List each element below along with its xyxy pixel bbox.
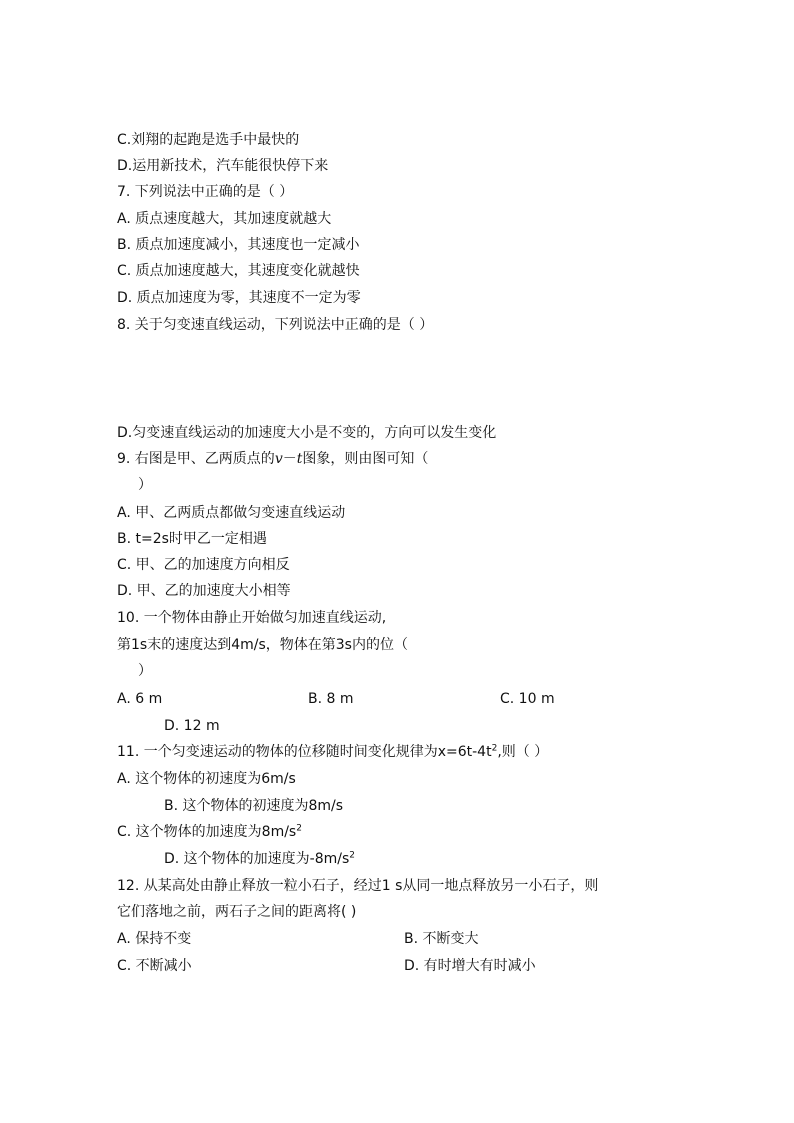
question-9 xyxy=(117,450,428,468)
question-11-text-b: ,则（ ） xyxy=(497,744,549,760)
question-9-minus: － xyxy=(282,451,297,467)
option-d-q11 xyxy=(164,850,355,868)
question-10-line1: 10. 一个物体由静止开始做匀加速直线运动, xyxy=(117,610,387,626)
option-b-q12: B. 不断变大 xyxy=(404,931,479,947)
question-9-paren: ） xyxy=(138,477,152,493)
option-a-q9: A. 甲、乙两质点都做匀变速直线运动 xyxy=(117,505,346,521)
option-c-q6: C.刘翔的起跑是选手中最快的 xyxy=(117,132,300,148)
option-d-q12: D. 有时增大有时减小 xyxy=(404,958,536,974)
option-c-q12: C. 不断减小 xyxy=(117,958,192,974)
question-11-text-a: 11. 一个匀变速运动的物体的位移随时间变化规律为x=6t-4t xyxy=(117,744,492,760)
option-a-q12: A. 保持不变 xyxy=(117,931,192,947)
question-10-paren: ） xyxy=(138,663,152,679)
option-b-q10: B. 8 m xyxy=(308,691,354,707)
option-a-q10: A. 6 m xyxy=(117,691,163,707)
option-c-q7: C. 质点加速度越大，其速度变化就越快 xyxy=(117,263,360,279)
question-9-text-b: 图象，则由图可知（ xyxy=(302,451,429,467)
option-a-q11: A. 这个物体的初速度为6m/s xyxy=(117,771,296,787)
option-b-q11: B. 这个物体的初速度为8m/s xyxy=(164,798,344,814)
option-a-q7: A. 质点速度越大，其加速度就越大 xyxy=(117,211,332,227)
option-b-q7: B. 质点加速度减小，其速度也一定减小 xyxy=(117,237,360,253)
question-9-t: t xyxy=(296,451,303,467)
question-12-line2: 它们落地之前，两石子之间的距离将( ) xyxy=(117,904,357,920)
option-d-q6: D.运用新技术，汽车能很快停下来 xyxy=(117,158,329,174)
option-d-q9: D. 甲、乙的加速度大小相等 xyxy=(117,583,291,599)
option-c-q11-text: C. 这个物体的加速度为8m/s xyxy=(117,824,297,840)
option-b-q9: B. t=2s时甲乙一定相遇 xyxy=(117,531,267,547)
option-c-q10: C. 10 m xyxy=(500,691,555,707)
question-7: 7. 下列说法中正确的是（ ） xyxy=(117,184,294,200)
option-d-q10: D. 12 m xyxy=(164,718,220,734)
question-9-v: v xyxy=(274,451,283,467)
question-11-sup: 2 xyxy=(491,743,498,754)
option-c-q11 xyxy=(117,823,302,841)
question-12-line1: 12. 从某高处由静止释放一粒小石子，经过1 s从同一地点释放另一小石子，则 xyxy=(117,878,599,894)
question-9-text-a: 9. 右图是甲、乙两质点的 xyxy=(117,451,275,467)
option-d-q7: D. 质点加速度为零，其速度不一定为零 xyxy=(117,290,361,306)
question-8: 8. 关于匀变速直线运动，下列说法中正确的是（ ） xyxy=(117,317,434,333)
question-11 xyxy=(117,743,548,761)
option-d-q11-sup: 2 xyxy=(349,850,356,861)
option-c-q9: C. 甲、乙的加速度方向相反 xyxy=(117,557,290,573)
question-10-line2: 第1s末的速度达到4m/s，物体在第3s内的位（ xyxy=(117,637,408,653)
option-d-q11-text: D. 这个物体的加速度为-8m/s xyxy=(164,851,350,867)
option-d-q8: D.匀变速直线运动的加速度大小是不变的，方向可以发生变化 xyxy=(117,425,497,441)
option-c-q11-sup: 2 xyxy=(296,823,302,834)
